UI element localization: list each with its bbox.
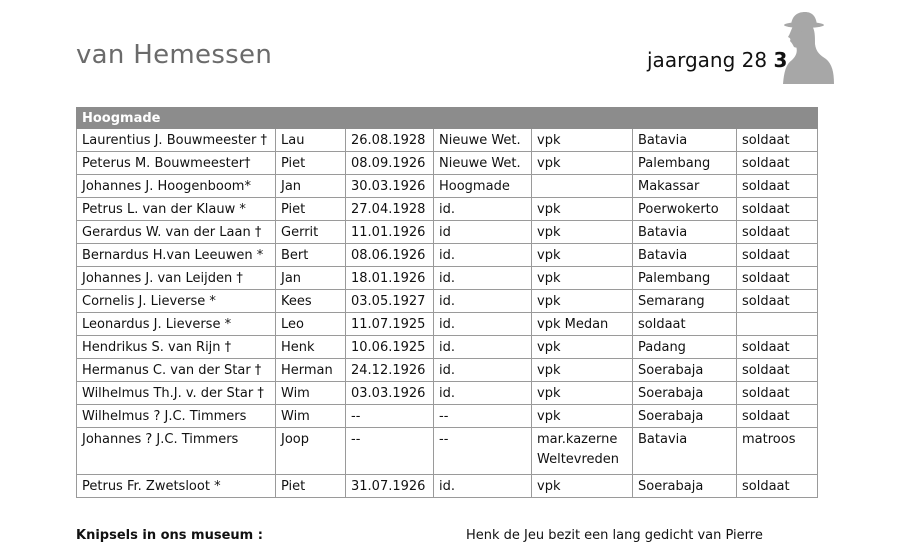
table-row (77, 475, 818, 498)
unit-cell: vpk (532, 198, 633, 221)
destination-cell: Soerabaja (633, 359, 737, 382)
origin-cell: id. (434, 336, 532, 359)
birthdate-cell: 30.03.1926 (346, 175, 434, 198)
origin-cell: -- (434, 428, 532, 475)
birthdate-cell: 24.12.1926 (346, 359, 434, 382)
table-row (77, 382, 818, 405)
section-header-row (77, 108, 818, 129)
footer-heading: Knipsels in ons museum : (76, 528, 263, 543)
origin-cell: id. (434, 198, 532, 221)
destination-cell: Palembang (633, 267, 737, 290)
destination-cell: Padang (633, 336, 737, 359)
name-cell: Petrus L. van der Klauw * (77, 198, 276, 221)
name-cell: Laurentius J. Bouwmeester † (77, 129, 276, 152)
nickname-cell: Wim (276, 405, 346, 428)
table-row (77, 405, 818, 428)
birthdate-cell: 11.01.1926 (346, 221, 434, 244)
destination-cell: Soerabaja (633, 405, 737, 428)
nickname-cell: Piet (276, 475, 346, 498)
table-row (77, 175, 818, 198)
origin-cell: id. (434, 244, 532, 267)
rank-cell: soldaat (737, 129, 818, 152)
nickname-cell: Lau (276, 129, 346, 152)
name-cell: Cornelis J. Lieverse * (77, 290, 276, 313)
birthdate-cell: 26.08.1928 (346, 129, 434, 152)
birthdate-cell: 27.04.1928 (346, 198, 434, 221)
rank-cell: soldaat (737, 221, 818, 244)
origin-cell: id. (434, 267, 532, 290)
unit-cell: vpk (532, 382, 633, 405)
jaargang-label: jaargang 28 (647, 48, 768, 72)
destination-cell: Poerwokerto (633, 198, 737, 221)
name-cell: Johannes J. Hoogenboom* (77, 175, 276, 198)
destination-cell: Palembang (633, 152, 737, 175)
rank-cell: soldaat (737, 359, 818, 382)
unit-cell-line: mar.kazerne (537, 432, 618, 447)
name-cell: Bernardus H.van Leeuwen * (77, 244, 276, 267)
nickname-cell: Henk (276, 336, 346, 359)
nickname-cell: Leo (276, 313, 346, 336)
name-cell: Petrus Fr. Zwetsloot * (77, 475, 276, 498)
birthdate-cell: 31.07.1926 (346, 475, 434, 498)
rank-cell (737, 313, 818, 336)
destination-cell: Batavia (633, 129, 737, 152)
nickname-cell: Piet (276, 198, 346, 221)
name-cell: Johannes ? J.C. Timmers (77, 428, 276, 475)
origin-cell: Nieuwe Wet. (434, 129, 532, 152)
rank-cell: soldaat (737, 175, 818, 198)
origin-cell: id (434, 221, 532, 244)
section-title: Hoogmade (77, 108, 818, 129)
nickname-cell: Joop (276, 428, 346, 475)
origin-cell: Hoogmade (434, 175, 532, 198)
issue-number: 3 (773, 48, 788, 72)
destination-cell: Soerabaja (633, 382, 737, 405)
table-row (77, 244, 818, 267)
table-row (77, 198, 818, 221)
origin-cell: -- (434, 405, 532, 428)
rank-cell: soldaat (737, 267, 818, 290)
name-cell: Wilhelmus Th.J. v. der Star † (77, 382, 276, 405)
table-row (77, 267, 818, 290)
table-row (77, 129, 818, 152)
soldier-roster-table (76, 107, 818, 498)
rank-cell: soldaat (737, 290, 818, 313)
unit-cell: vpk (532, 244, 633, 267)
nickname-cell: Wim (276, 382, 346, 405)
unit-cell: vpk (532, 152, 633, 175)
table-row (77, 221, 818, 244)
name-cell: Gerardus W. van der Laan † (77, 221, 276, 244)
destination-cell: Batavia (633, 244, 737, 267)
destination-cell: Batavia (633, 428, 737, 475)
page-title: van Hemessen (76, 40, 273, 70)
rank-cell: soldaat (737, 152, 818, 175)
origin-cell: id. (434, 290, 532, 313)
table-row (77, 313, 818, 336)
birthdate-cell: 10.06.1925 (346, 336, 434, 359)
origin-cell: id. (434, 475, 532, 498)
nickname-cell: Jan (276, 267, 346, 290)
name-cell: Johannes J. van Leijden † (77, 267, 276, 290)
birthdate-cell: 03.03.1926 (346, 382, 434, 405)
unit-cell: vpk (532, 267, 633, 290)
birthdate-cell: 08.06.1926 (346, 244, 434, 267)
name-cell: Leonardus J. Lieverse * (77, 313, 276, 336)
nickname-cell: Bert (276, 244, 346, 267)
rank-cell: soldaat (737, 244, 818, 267)
destination-cell: Makassar (633, 175, 737, 198)
rank-cell: soldaat (737, 336, 818, 359)
unit-cell: vpk (532, 336, 633, 359)
unit-cell (532, 428, 633, 475)
rank-cell: soldaat (737, 198, 818, 221)
unit-cell: vpk (532, 359, 633, 382)
nickname-cell: Jan (276, 175, 346, 198)
unit-cell: vpk Medan (532, 313, 633, 336)
birthdate-cell: 18.01.1926 (346, 267, 434, 290)
table-row (77, 336, 818, 359)
nickname-cell: Piet (276, 152, 346, 175)
origin-cell: id. (434, 382, 532, 405)
unit-cell (532, 175, 633, 198)
destination-cell: soldaat (633, 313, 737, 336)
table-row (77, 152, 818, 175)
name-cell: Hendrikus S. van Rijn † (77, 336, 276, 359)
nickname-cell: Kees (276, 290, 346, 313)
nickname-cell: Gerrit (276, 221, 346, 244)
destination-cell: Semarang (633, 290, 737, 313)
rank-cell: soldaat (737, 475, 818, 498)
table-row (77, 359, 818, 382)
origin-cell: Nieuwe Wet. (434, 152, 532, 175)
name-cell: Wilhelmus ? J.C. Timmers (77, 405, 276, 428)
unit-cell: vpk (532, 290, 633, 313)
rank-cell: soldaat (737, 405, 818, 428)
destination-cell: Soerabaja (633, 475, 737, 498)
unit-cell: vpk (532, 221, 633, 244)
unit-cell: vpk (532, 129, 633, 152)
name-cell: Hermanus C. van der Star † (77, 359, 276, 382)
man-with-hat-silhouette-icon (782, 10, 834, 84)
unit-cell: vpk (532, 405, 633, 428)
birthdate-cell: 03.05.1927 (346, 290, 434, 313)
issue-label (647, 48, 787, 72)
table-row (77, 290, 818, 313)
unit-cell: vpk (532, 475, 633, 498)
name-cell: Peterus M. Bouwmeester† (77, 152, 276, 175)
table-row (77, 428, 818, 475)
origin-cell: id. (434, 359, 532, 382)
unit-cell-line: Weltevreden (537, 452, 620, 467)
birthdate-cell: 11.07.1925 (346, 313, 434, 336)
nickname-cell: Herman (276, 359, 346, 382)
footer-text: Henk de Jeu bezit een lang gedicht van Pierre (466, 528, 763, 543)
birthdate-cell: 08.09.1926 (346, 152, 434, 175)
rank-cell: matroos (737, 428, 818, 475)
birthdate-cell: -- (346, 428, 434, 475)
origin-cell: id. (434, 313, 532, 336)
rank-cell: soldaat (737, 382, 818, 405)
birthdate-cell: -- (346, 405, 434, 428)
destination-cell: Batavia (633, 221, 737, 244)
